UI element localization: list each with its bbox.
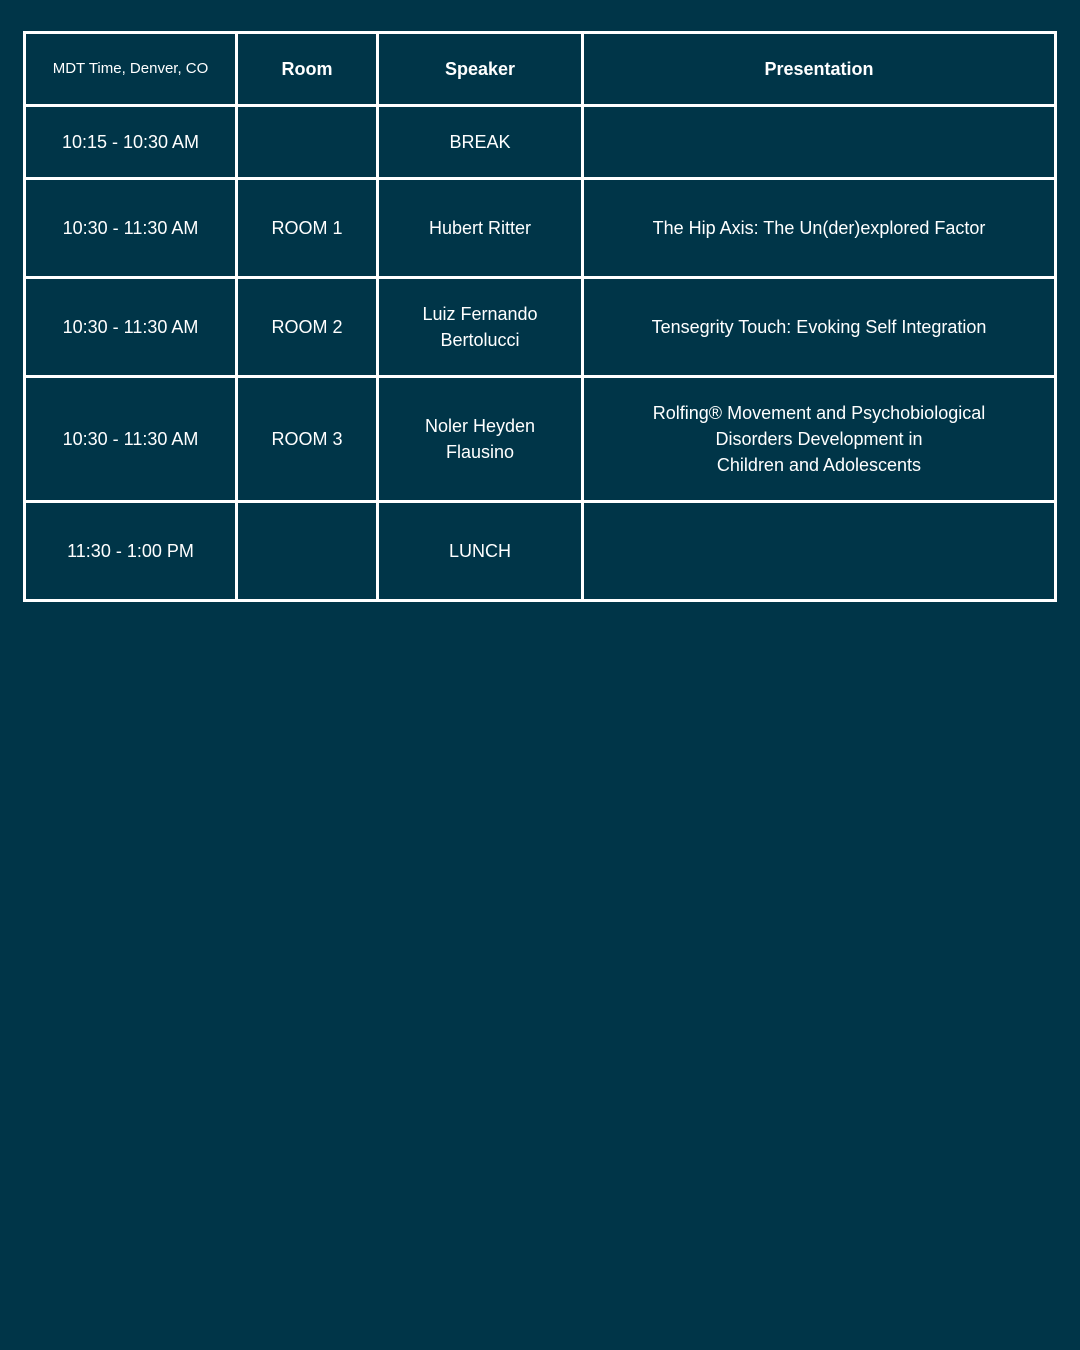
time-cell: 10:30 - 11:30 AM [25, 377, 237, 502]
table-row [25, 278, 1056, 377]
room-cell: ROOM 3 [237, 377, 378, 502]
speaker-line: Flausino [445, 442, 515, 462]
speaker-line: LUNCH [448, 541, 511, 561]
time-cell: 11:30 - 1:00 PM [25, 502, 237, 601]
header-room: Room [237, 33, 378, 106]
speaker-line: BREAK [449, 132, 511, 152]
header-time: MDT Time, Denver, CO [25, 33, 237, 106]
room-cell: ROOM 1 [237, 179, 378, 278]
table-row [25, 179, 1056, 278]
header-presentation: Presentation [583, 33, 1056, 106]
presentation-line: Rolfing® Movement and Psychobiological [652, 403, 986, 423]
presentation-line: Disorders Development in [715, 429, 923, 449]
schedule-table [23, 31, 1057, 602]
table-row [25, 106, 1056, 179]
presentation-cell [583, 179, 1056, 278]
presentation-cell [583, 502, 1056, 601]
speaker-line: Noler Heyden [424, 416, 536, 436]
speaker-cell [378, 278, 583, 377]
time-cell: 10:30 - 11:30 AM [25, 278, 237, 377]
room-cell: ROOM 2 [237, 278, 378, 377]
presentation-cell [583, 278, 1056, 377]
header-speaker: Speaker [378, 33, 583, 106]
speaker-line: Luiz Fernando [422, 304, 538, 324]
time-cell: 10:30 - 11:30 AM [25, 179, 237, 278]
presentation-line: The Hip Axis: The Un(der)explored Factor [652, 218, 986, 238]
speaker-cell [378, 106, 583, 179]
time-cell: 10:15 - 10:30 AM [25, 106, 237, 179]
presentation-cell [583, 377, 1056, 502]
room-cell [237, 106, 378, 179]
table-row [25, 377, 1056, 502]
speaker-line: Hubert Ritter [428, 218, 532, 238]
speaker-cell [378, 377, 583, 502]
speaker-cell [378, 502, 583, 601]
speaker-line: Bertolucci [440, 330, 520, 350]
room-cell [237, 502, 378, 601]
speaker-cell [378, 179, 583, 278]
presentation-cell [583, 106, 1056, 179]
presentation-line: Children and Adolescents [716, 455, 922, 475]
table-row [25, 502, 1056, 601]
table-header-row [25, 33, 1056, 106]
presentation-line: Tensegrity Touch: Evoking Self Integration [651, 317, 987, 337]
